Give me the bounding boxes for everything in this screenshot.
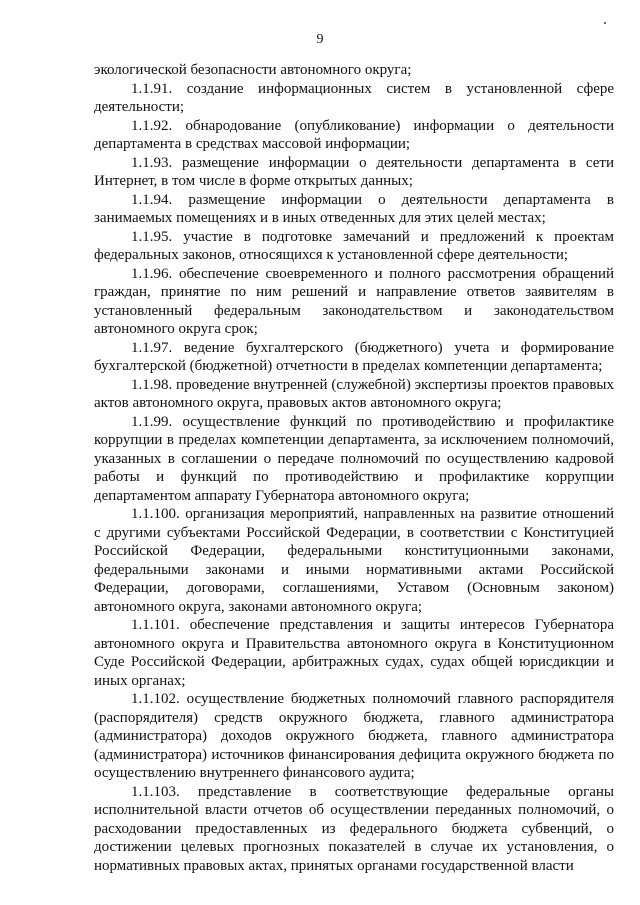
paragraph-text: организация мероприятий, направленных на развитие отношений с другими субъектами Российской Федерации, в соответствии с Конституцией Российской Федерации, федеральными конституционными законами, федеральными законами и иными нормативными актами Российской Федерации, договорами, соглашениями, Уставом (Основным законом) автономного округа, законами автономного округа; bbox=[94, 506, 615, 615]
paragraph-text: создание информационных систем в установленной сфере деятельности; bbox=[94, 80, 615, 115]
paragraph-number: 1.1.101. bbox=[131, 617, 180, 633]
paragraph-number: 1.1.102. bbox=[131, 691, 180, 707]
paragraph-1-1-102 bbox=[94, 690, 614, 783]
paragraph-1-1-93 bbox=[94, 154, 614, 191]
paragraph-text: обнародование (опубликование) информации о деятельности департамента в средствах массовой информации; bbox=[94, 117, 614, 152]
paragraph-number: 1.1.94. bbox=[131, 191, 173, 208]
paragraph-text: обеспечение своевременного и полного рассмотрения обращений граждан, принятие по ним решений и направление ответов заявителям в установленный федеральным законодательством и законодательством автономного округа срок; bbox=[94, 265, 615, 337]
paragraph-text: осуществление функций по противодействию и профилактике коррупции в пределах компетенции департамента, за исключением полномочий, указанных в соглашении о передаче полномочий по осуществлению кадровой работы и функций по противодействию и профилактике коррупции департаментом аппарату Губернатора автономного округа; bbox=[94, 413, 614, 504]
paragraph-number: 1.1.97. bbox=[131, 339, 173, 356]
paragraph-number: 1.1.92. bbox=[131, 117, 173, 134]
paragraph-text: обеспечение представления и защиты интересов Губернатора автономного округа и Правительства автономного округа в Конституционном Суде Российской Федерации, арбитражных судах, судах общей юрисдикции и иных органах; bbox=[94, 617, 615, 689]
paragraph-1-1-101 bbox=[94, 616, 614, 690]
document-body bbox=[94, 61, 614, 875]
paragraph-number: 1.1.95. bbox=[131, 228, 173, 245]
paragraph-number: 1.1.100. bbox=[131, 506, 180, 522]
paragraph-number: 1.1.98. bbox=[131, 376, 173, 393]
page-number: 9 bbox=[316, 32, 324, 47]
paragraph-text: размещение информации о деятельности департамента в сети Интернет, в том числе в форме открытых данных; bbox=[94, 154, 614, 189]
paragraph-number: 1.1.91. bbox=[131, 80, 173, 97]
paragraph-continuation bbox=[94, 61, 614, 80]
paragraph-text: ведение бухгалтерского (бюджетного) учета и формирование бухгалтерской (бюджетной) отчетности в пределах компетенции департамента; bbox=[94, 339, 614, 374]
paragraph-text: осуществление бюджетных полномочий главного распорядителя (распорядителя) средств окружного бюджета, главного администратора (администратора) доходов окружного бюджета, главного администратора (администратора) источников финансирования дефицита окружного бюджета по осуществлению внутреннего финансового аудита; bbox=[94, 691, 614, 781]
paragraph-text: представление в соответствующие федеральные органы исполнительной власти отчетов об осуществлении переданных полномочий, о расходовании предоставленных из федерального бюджета субвенций, о достижении целевых прогнозных показателей в случае их установления, о нормативных правовых актах, принятых органами государственной власти bbox=[94, 783, 614, 874]
paragraph-number: 1.1.99. bbox=[131, 413, 173, 430]
paragraph-1-1-91 bbox=[94, 80, 614, 117]
paragraph-text: участие в подготовке замечаний и предложений к проектам федеральных законов, относящихся к установленной сфере деятельности; bbox=[94, 228, 614, 263]
scan-speck bbox=[604, 22, 606, 24]
paragraph-text: размещение информации о деятельности департамента в занимаемых помещениях и в иных отведенных для этих целей местах; bbox=[94, 191, 614, 226]
paragraph-1-1-96 bbox=[94, 265, 614, 339]
paragraph-number: 1.1.93. bbox=[131, 154, 173, 171]
paragraph-1-1-100 bbox=[94, 505, 614, 616]
paragraph-text: экологической безопасности автономного округа; bbox=[94, 62, 412, 78]
paragraph-text: проведение внутренней (служебной) экспертизы проектов правовых актов автономного округа, правовых актов автономного округа; bbox=[94, 376, 615, 411]
paragraph-1-1-94 bbox=[94, 191, 614, 228]
paragraph-1-1-103 bbox=[94, 783, 614, 876]
paragraph-1-1-97 bbox=[94, 339, 614, 376]
paragraph-number: 1.1.103. bbox=[131, 783, 180, 800]
paragraph-1-1-92 bbox=[94, 117, 614, 154]
paragraph-1-1-98 bbox=[94, 376, 614, 413]
paragraph-number: 1.1.96. bbox=[131, 265, 173, 282]
paragraph-1-1-99 bbox=[94, 413, 614, 506]
paragraph-1-1-95 bbox=[94, 228, 614, 265]
